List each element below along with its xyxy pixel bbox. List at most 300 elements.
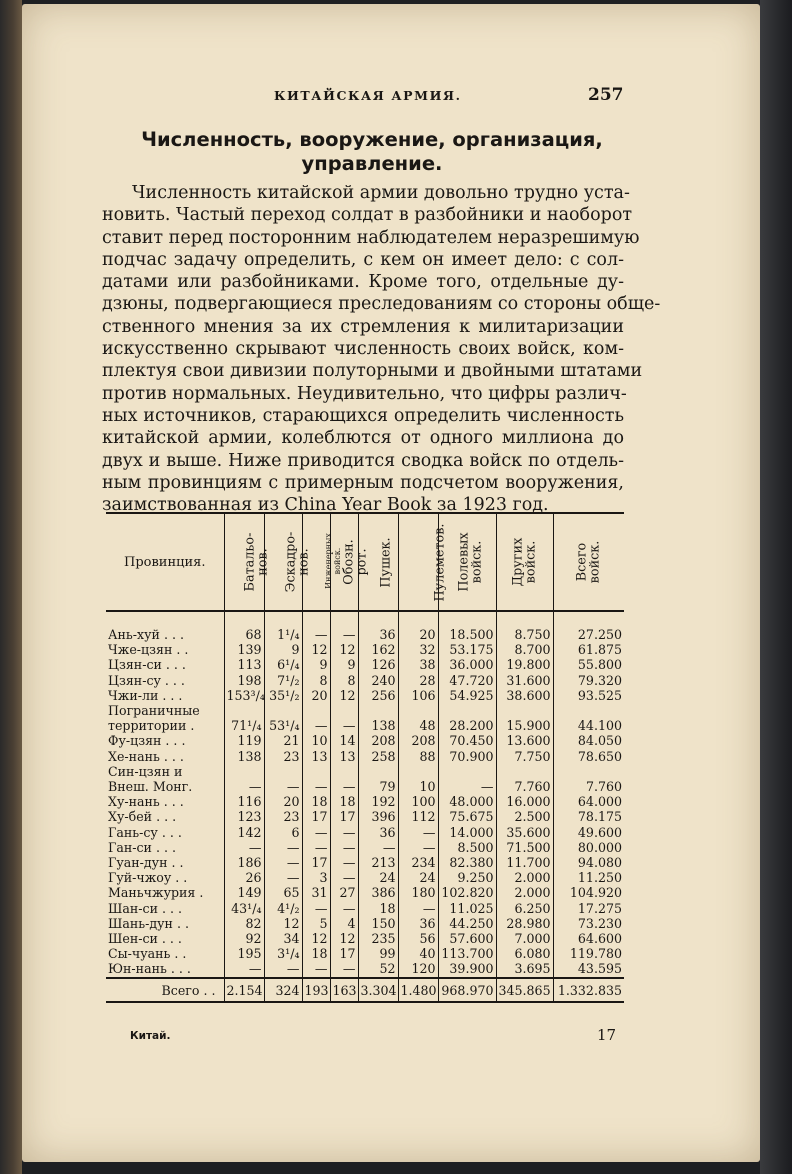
value-cell: 13.600 [496, 733, 553, 748]
table-row [106, 673, 624, 688]
value-cell: 26 [224, 870, 264, 885]
value-cell: 208 [358, 733, 398, 748]
value-cell: 23 [264, 749, 302, 764]
value-cell: 47.720 [438, 673, 496, 688]
total-cell: 193 [302, 978, 330, 1001]
value-cell: 1¹/₄ [264, 627, 302, 642]
value-cell: 35.600 [496, 825, 553, 840]
value-cell: 19.800 [496, 657, 553, 672]
value-cell: 36 [358, 825, 398, 840]
value-cell: 53¹/₄ [264, 718, 302, 733]
total-cell: 3.304 [358, 978, 398, 1001]
value-cell: 64.600 [553, 931, 624, 946]
province-cell: Чжи-ли . . . [108, 687, 183, 703]
table-spacer [106, 611, 624, 627]
value-cell: 106 [398, 688, 438, 703]
value-cell [438, 764, 496, 779]
table-row [106, 885, 624, 900]
province-cell: Сы-чуань . . [108, 946, 187, 962]
text-line: Численность китайской армии довольно трудно уста- [132, 183, 630, 203]
value-cell: 11.025 [438, 901, 496, 916]
value-cell: 9 [330, 657, 358, 672]
value-cell: 24 [358, 870, 398, 885]
value-cell: 40 [398, 946, 438, 961]
column-header-label: Обозн. рот. [341, 539, 370, 585]
value-cell: 162 [358, 642, 398, 657]
value-cell: 100 [398, 794, 438, 809]
text-line: китайской армии, колеблются от одного миллиона до [102, 428, 624, 449]
running-title: КИТАЙСКАЯ АРМИЯ. [274, 88, 462, 103]
value-cell: 149 [224, 885, 264, 900]
column-header-label: Всего войск. [574, 540, 603, 584]
value-cell: — [438, 779, 496, 794]
value-cell: 24 [398, 870, 438, 885]
value-cell [302, 703, 330, 718]
value-cell: 64.000 [553, 794, 624, 809]
province-cell: Ху-нань . . . [108, 794, 184, 810]
total-cell: 324 [264, 978, 302, 1001]
value-cell: 7.000 [496, 931, 553, 946]
table-row [106, 946, 624, 961]
total-row [106, 978, 624, 1001]
table-row [106, 779, 624, 794]
value-cell: 15.900 [496, 718, 553, 733]
value-cell: 13 [302, 749, 330, 764]
value-cell: 6.080 [496, 946, 553, 961]
value-cell: 35¹/₂ [264, 688, 302, 703]
province-cell: Хе-нань . . . [108, 748, 184, 764]
value-cell: 113 [224, 657, 264, 672]
value-cell: 3 [302, 870, 330, 885]
value-cell: 21 [264, 733, 302, 748]
value-cell: 7.750 [496, 749, 553, 764]
value-cell: 2.500 [496, 809, 553, 824]
value-cell: 139 [224, 642, 264, 657]
province-cell: Пограничные [108, 703, 200, 719]
value-cell: 39.900 [438, 961, 496, 977]
value-cell: 7¹/₂ [264, 673, 302, 688]
value-cell: 150 [358, 916, 398, 931]
value-cell: 18 [302, 794, 330, 809]
table-row [106, 840, 624, 855]
value-cell: 88 [398, 749, 438, 764]
value-cell: 44.250 [438, 916, 496, 931]
province-cell: Юн-нань . . . [108, 961, 191, 977]
value-cell: 18 [330, 794, 358, 809]
footer-signature: Китай. [130, 1030, 171, 1042]
value-cell: 153³/₄ [224, 688, 264, 703]
book-edge [760, 0, 792, 1174]
value-cell [496, 764, 553, 779]
value-cell: — [302, 627, 330, 642]
text-line: новить. Частый переход солдат в разбойники и наоборот [102, 205, 633, 226]
table-row [106, 809, 624, 824]
value-cell: — [398, 840, 438, 855]
column-header-label: Других войск. [510, 537, 539, 587]
value-cell: 80.000 [553, 840, 624, 855]
value-cell: 36 [358, 627, 398, 642]
column-header-label: Полевых войск. [456, 532, 485, 592]
text-line: датами или разбойниками. Кроме того, отдельные ду- [102, 272, 624, 293]
column-header [106, 514, 224, 611]
value-cell: — [302, 825, 330, 840]
table-row [106, 870, 624, 885]
value-cell: 3¹/₄ [264, 946, 302, 961]
value-cell: 27 [330, 885, 358, 900]
value-cell: 65 [264, 885, 302, 900]
table-row [106, 718, 624, 733]
text-line: против нормальных. Неудивительно, что цифры различ- [102, 383, 627, 404]
value-cell: 7.760 [553, 779, 624, 794]
value-cell: 17.275 [553, 901, 624, 916]
value-cell: 8 [302, 673, 330, 688]
table-row [106, 855, 624, 870]
value-cell: 32 [398, 642, 438, 657]
value-cell: — [330, 779, 358, 794]
total-cell: 1.332.835 [553, 978, 624, 1001]
value-cell: 8 [330, 673, 358, 688]
value-cell: 93.525 [553, 688, 624, 703]
value-cell: 44.100 [553, 718, 624, 733]
value-cell: 43¹/₄ [224, 901, 264, 916]
total-cell: 345.865 [496, 978, 553, 1001]
value-cell [224, 764, 264, 779]
value-cell: 38 [398, 657, 438, 672]
value-cell [398, 703, 438, 718]
value-cell: 102.820 [438, 885, 496, 900]
column-header-label: Эскадро- нов. [282, 531, 311, 593]
province-cell: Ху-бей . . . [108, 809, 177, 825]
value-cell: 138 [358, 718, 398, 733]
table-row [106, 627, 624, 642]
troops-table [106, 512, 624, 1003]
value-cell: 386 [358, 885, 398, 900]
value-cell: — [264, 855, 302, 870]
table-row [106, 961, 624, 977]
value-cell: 104.920 [553, 885, 624, 900]
body-paragraph [102, 182, 661, 516]
value-cell: 6 [264, 825, 302, 840]
value-cell: 75.675 [438, 809, 496, 824]
value-cell: — [330, 961, 358, 977]
value-cell: 78.175 [553, 809, 624, 824]
value-cell: 61.875 [553, 642, 624, 657]
value-cell: 234 [398, 855, 438, 870]
value-cell: 18.500 [438, 627, 496, 642]
province-cell: Цзян-су . . . [108, 672, 185, 688]
value-cell: — [302, 840, 330, 855]
value-cell: 2.000 [496, 885, 553, 900]
value-cell: 186 [224, 855, 264, 870]
value-cell: 17 [302, 809, 330, 824]
value-cell: 55.800 [553, 657, 624, 672]
value-cell: 38.600 [496, 688, 553, 703]
table-row [106, 764, 624, 779]
value-cell: 120 [398, 961, 438, 977]
value-cell: — [330, 855, 358, 870]
value-cell: 12 [264, 916, 302, 931]
value-cell: 11.250 [553, 870, 624, 885]
value-cell: 119 [224, 733, 264, 748]
province-cell: Цзян-си . . . [108, 657, 186, 673]
table-header-row [106, 514, 624, 611]
value-cell: 53.175 [438, 642, 496, 657]
value-cell: — [224, 779, 264, 794]
total-label: Всего . . [106, 978, 224, 1001]
table-row [106, 749, 624, 764]
value-cell [224, 703, 264, 718]
value-cell [330, 764, 358, 779]
value-cell: — [330, 627, 358, 642]
value-cell: 28.980 [496, 916, 553, 931]
total-cell: 1.480 [398, 978, 438, 1001]
province-cell: Чже-цзян . . [108, 642, 189, 658]
value-cell: 235 [358, 931, 398, 946]
text-line: дзюны, подвергающиеся преследованиям со стороны обще- [102, 294, 661, 315]
value-cell: 57.600 [438, 931, 496, 946]
province-cell: Ган-си . . . [108, 839, 176, 855]
text-line: двух и выше. Ниже приводится сводка войск по отдель- [102, 450, 624, 471]
value-cell: 56 [398, 931, 438, 946]
value-cell: 92 [224, 931, 264, 946]
value-cell: 18 [358, 901, 398, 916]
text-line: плектуя свои дивизии полуторными и двойными штатами [102, 361, 643, 382]
value-cell [358, 703, 398, 718]
value-cell: — [302, 961, 330, 977]
value-cell: 14.000 [438, 825, 496, 840]
value-cell: 54.925 [438, 688, 496, 703]
value-cell: 8.700 [496, 642, 553, 657]
total-cell: 2.154 [224, 978, 264, 1001]
province-cell: Фу-цзян . . . [108, 733, 186, 749]
value-cell: 5 [302, 916, 330, 931]
value-cell: 28 [398, 673, 438, 688]
province-cell: Гань-су . . . [108, 824, 182, 840]
value-cell: — [264, 779, 302, 794]
province-cell: Гуан-дун . . [108, 855, 184, 871]
value-cell: 119.780 [553, 946, 624, 961]
text-line: ных источников, старающихся определить численность [102, 405, 624, 426]
value-cell: 12 [302, 931, 330, 946]
value-cell: 123 [224, 809, 264, 824]
value-cell: 71.500 [496, 840, 553, 855]
value-cell: 8.500 [438, 840, 496, 855]
text-line: заимствованная из China Year Book за 1923 год. [102, 495, 549, 516]
value-cell: 180 [398, 885, 438, 900]
value-cell: 71¹/₄ [224, 718, 264, 733]
value-cell: 10 [398, 779, 438, 794]
value-cell: 113.700 [438, 946, 496, 961]
value-cell: 79 [358, 779, 398, 794]
column-header-label: Пушек. [378, 537, 394, 589]
value-cell: — [302, 779, 330, 794]
value-cell: 4 [330, 916, 358, 931]
value-cell: 12 [330, 688, 358, 703]
value-cell: 7.760 [496, 779, 553, 794]
value-cell: — [302, 901, 330, 916]
value-cell: 70.900 [438, 749, 496, 764]
value-cell: 142 [224, 825, 264, 840]
value-cell: 396 [358, 809, 398, 824]
column-header [553, 514, 624, 611]
value-cell: 208 [398, 733, 438, 748]
province-cell: Шань-дун . . [108, 915, 189, 931]
page-number: 257 [588, 85, 624, 105]
value-cell: — [224, 840, 264, 855]
value-cell [302, 764, 330, 779]
text-line: искусственно скрывают численность своих войск, ком- [102, 339, 624, 360]
value-cell [496, 703, 553, 718]
value-cell: 14 [330, 733, 358, 748]
value-cell: 18 [302, 946, 330, 961]
value-cell: 31.600 [496, 673, 553, 688]
value-cell: 198 [224, 673, 264, 688]
value-cell: 27.250 [553, 627, 624, 642]
column-header-label: Батальо- нов. [241, 532, 270, 592]
value-cell: 2.000 [496, 870, 553, 885]
value-cell: — [358, 840, 398, 855]
value-cell [264, 703, 302, 718]
value-cell: — [264, 961, 302, 977]
value-cell: 34 [264, 931, 302, 946]
table-row [106, 794, 624, 809]
province-cell: Маньчжурия . [108, 885, 204, 901]
value-cell: 20 [264, 794, 302, 809]
province-cell: Шан-си . . . [108, 900, 182, 916]
value-cell: 94.080 [553, 855, 624, 870]
section-title: Численность, вооружение, организация, управление. [141, 128, 603, 175]
total-cell: 163 [330, 978, 358, 1001]
value-cell [358, 764, 398, 779]
value-cell: 17 [330, 946, 358, 961]
value-cell: 31 [302, 885, 330, 900]
value-cell [398, 764, 438, 779]
value-cell: 70.450 [438, 733, 496, 748]
province-cell: территории . [108, 718, 195, 734]
value-cell: 48.000 [438, 794, 496, 809]
value-cell: 126 [358, 657, 398, 672]
value-cell: 9.250 [438, 870, 496, 885]
table-row [106, 931, 624, 946]
value-cell: 4¹/₂ [264, 901, 302, 916]
value-cell: 13 [330, 749, 358, 764]
value-cell: 82 [224, 916, 264, 931]
value-cell: 9 [264, 642, 302, 657]
value-cell: 12 [302, 642, 330, 657]
value-cell: 17 [302, 855, 330, 870]
value-cell [330, 703, 358, 718]
text-line: ным провинциям с примерным подсчетом вооружения, [102, 472, 624, 493]
text-line: ственного мнения за их стремления к милитаризации [102, 316, 624, 337]
value-cell: 9 [302, 657, 330, 672]
province-cell: Гуй-чжоу . . [108, 870, 188, 886]
value-cell: 12 [330, 642, 358, 657]
value-cell: 20 [302, 688, 330, 703]
value-cell: — [330, 870, 358, 885]
table-row [106, 657, 624, 672]
value-cell: 28.200 [438, 718, 496, 733]
sheet-number: 17 [597, 1026, 617, 1044]
value-cell: 8.750 [496, 627, 553, 642]
value-cell: 36.000 [438, 657, 496, 672]
value-cell: 258 [358, 749, 398, 764]
table-row [106, 901, 624, 916]
value-cell: — [302, 718, 330, 733]
value-cell: 84.050 [553, 733, 624, 748]
value-cell: 12 [330, 931, 358, 946]
value-cell: 68 [224, 627, 264, 642]
value-cell: 6¹/₄ [264, 657, 302, 672]
value-cell: 256 [358, 688, 398, 703]
value-cell [264, 764, 302, 779]
value-cell: 240 [358, 673, 398, 688]
value-cell: — [398, 825, 438, 840]
value-cell [438, 703, 496, 718]
value-cell: 36 [398, 916, 438, 931]
column-header-label: Пулеметов. [431, 523, 447, 602]
province-cell: Син-цзян и [108, 763, 183, 779]
value-cell: 43.595 [553, 961, 624, 977]
value-cell: 195 [224, 946, 264, 961]
value-cell [553, 764, 624, 779]
value-cell: 16.000 [496, 794, 553, 809]
value-cell: 17 [330, 809, 358, 824]
table-row [106, 703, 624, 718]
value-cell [553, 703, 624, 718]
value-cell: 3.695 [496, 961, 553, 977]
table-row [106, 642, 624, 657]
table-row [106, 916, 624, 931]
province-cell: Внеш. Монг. [108, 779, 193, 795]
table-row [106, 825, 624, 840]
value-cell: 20 [398, 627, 438, 642]
value-cell: 78.650 [553, 749, 624, 764]
value-cell: — [330, 901, 358, 916]
value-cell: 99 [358, 946, 398, 961]
table-row [106, 733, 624, 748]
value-cell: 48 [398, 718, 438, 733]
value-cell: 112 [398, 809, 438, 824]
total-cell: 968.970 [438, 978, 496, 1001]
value-cell: — [330, 718, 358, 733]
value-cell: — [330, 825, 358, 840]
value-cell: — [224, 961, 264, 977]
province-cell: Ань-хуй . . . [108, 627, 184, 642]
value-cell: 79.320 [553, 673, 624, 688]
value-cell: 10 [302, 733, 330, 748]
value-cell: — [330, 840, 358, 855]
column-header-label: Инженерных войск. [323, 533, 342, 590]
value-cell: 11.700 [496, 855, 553, 870]
column-header [398, 514, 447, 611]
book-spine [0, 0, 22, 1174]
value-cell: 52 [358, 961, 398, 977]
value-cell: 23 [264, 809, 302, 824]
value-cell: — [398, 901, 438, 916]
value-cell: 213 [358, 855, 398, 870]
column-header [224, 514, 270, 611]
value-cell: 192 [358, 794, 398, 809]
value-cell: 138 [224, 749, 264, 764]
text-line: ставит перед посторонним наблюдателем неразрешимую [102, 227, 640, 248]
value-cell: 82.380 [438, 855, 496, 870]
column-header [496, 514, 553, 611]
value-cell: 73.230 [553, 916, 624, 931]
column-header-label: Провинция. [124, 554, 206, 570]
value-cell: 116 [224, 794, 264, 809]
value-cell: — [264, 870, 302, 885]
value-cell: — [264, 840, 302, 855]
